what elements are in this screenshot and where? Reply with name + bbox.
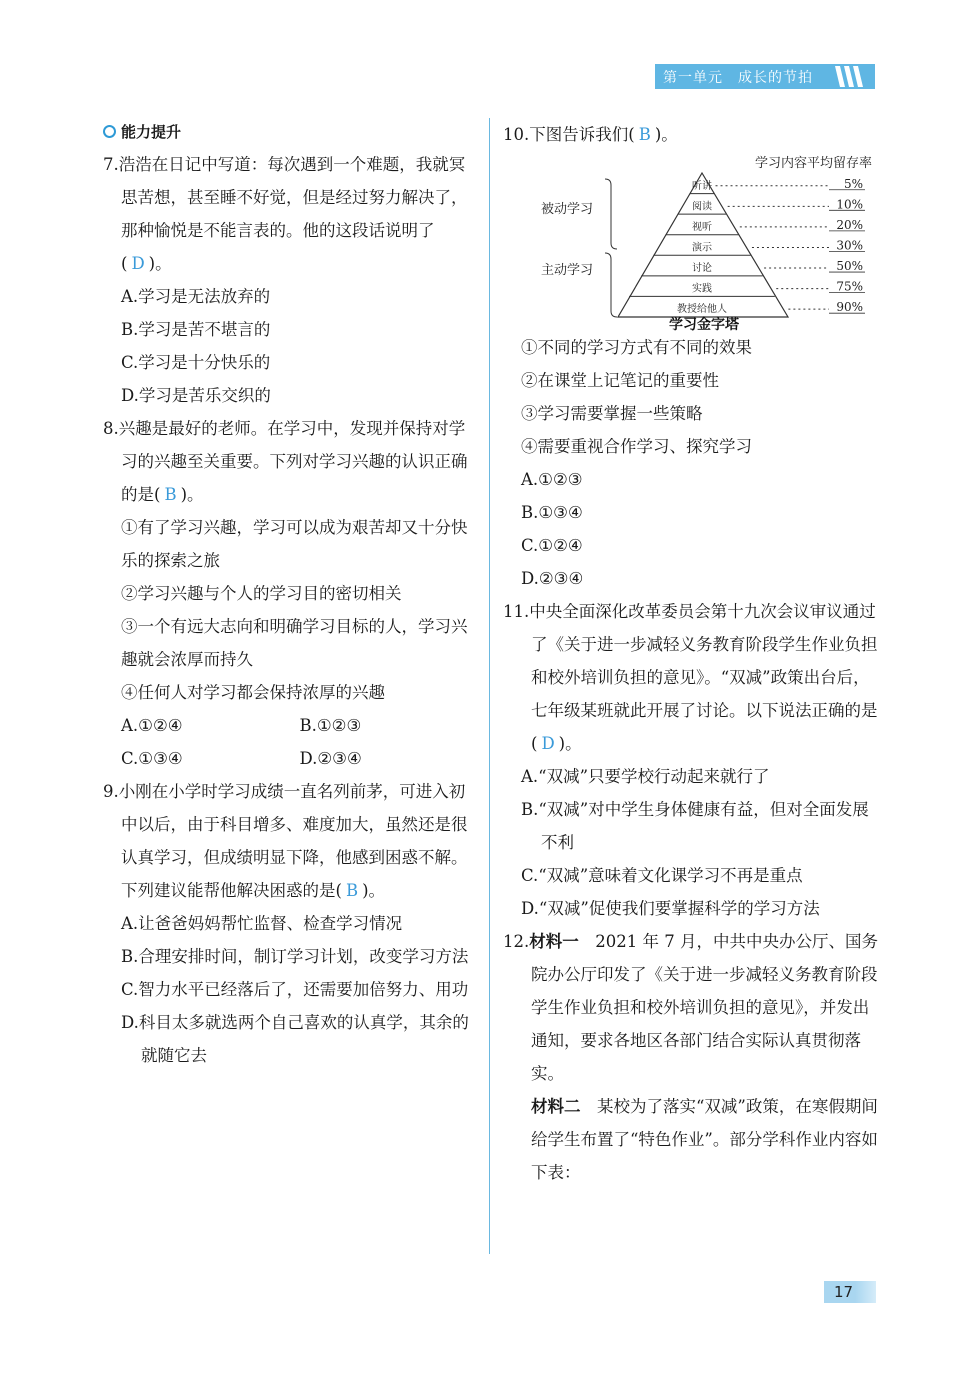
question-9 — [103, 775, 478, 1072]
option: D.②③④ — [299, 749, 362, 768]
active-learning-label: 主动学习 — [541, 263, 594, 278]
pyramid-level-label: 教授给他人 — [677, 304, 727, 316]
pyramid-level-label: 阅读 — [692, 201, 712, 213]
option: C.①②④ — [521, 536, 583, 555]
option: B.“双减”对中学生身体健康有益，但对全面发展不利 — [521, 800, 869, 852]
pyramid-level-label: 演示 — [692, 242, 712, 254]
pyramid-level-label: 讨论 — [692, 263, 712, 275]
unit-header-banner — [655, 64, 875, 89]
option: B.①③④ — [521, 503, 583, 522]
statement: ②学习兴趣与个人的学习目的密切相关 — [121, 584, 402, 603]
statement: ③一个有远大志向和明确学习目标的人，学习兴趣就会浓厚而持久 — [121, 617, 468, 669]
learning-pyramid-diagram — [533, 151, 873, 331]
question-10 — [503, 118, 881, 595]
option: A.①②④ — [121, 716, 183, 735]
retention-rate-label: 30% — [836, 238, 863, 253]
question-12 — [503, 925, 881, 1189]
option: A.让爸爸妈妈帮忙监督、检查学习情况 — [121, 914, 403, 933]
page-number-badge — [824, 1281, 876, 1303]
statement: ④需要重视合作学习、探究学习 — [521, 437, 752, 456]
option: B.①②③ — [299, 716, 362, 735]
material-two: 材料二 某校为了落实“双减”政策，在寒假期间给学生布置了“特色作业”。部分学科作业内容如下表： — [531, 1097, 878, 1182]
retention-rate-label: 5% — [843, 176, 863, 191]
pyramid-levels — [629, 177, 865, 315]
circle-bullet-icon — [103, 125, 116, 138]
retention-rate-label: 20% — [836, 217, 863, 232]
question-8-answer: B — [164, 485, 177, 504]
option: C.智力水平已经落后了，还需要加倍努力、用功 — [121, 980, 469, 999]
question-7 — [103, 148, 478, 412]
statement: ③学习需要掌握一些策略 — [521, 404, 703, 423]
question-7-stem: 7.浩浩在日记中写道：每次遇到一个难题，我就冥思苦想，甚至睡不好觉，但是经过努力解决了，那种愉悦是不能言表的。他的这段话说明了( D )。 — [103, 155, 468, 273]
option: A.学习是无法放弃的 — [121, 287, 271, 306]
question-11 — [503, 595, 881, 925]
statement: ①有了学习兴趣，学习可以成为艰苦却又十分快乐的探索之旅 — [121, 518, 468, 570]
question-9-answer: B — [345, 881, 359, 900]
material-two-label: 材料二 — [531, 1097, 581, 1116]
question-11-answer: D — [541, 734, 555, 753]
statement: ①不同的学习方式有不同的效果 — [521, 338, 752, 357]
option: D.②③④ — [521, 569, 584, 588]
option: B.合理安排时间，制订学习计划，改变学习方法 — [121, 947, 469, 966]
question-10-answer: B — [638, 125, 651, 144]
option: D.“双减”促使我们要掌握科学的学习方法 — [521, 899, 820, 918]
column-divider — [489, 118, 490, 1254]
left-column — [103, 118, 478, 1072]
question-9-stem: 9.小刚在小学时学习成绩一直名列前茅，可进入初中以后，由于科目增多、难度加大，虽然还是很认真学习，但成绩明显下降，他感到困惑不解。下列建议能帮他解决困惑的是( B )。 — [103, 782, 468, 900]
passive-bracket — [605, 179, 617, 249]
option: C.学习是十分快乐的 — [121, 353, 271, 372]
right-column — [503, 118, 881, 1189]
option: C.①③④ — [121, 749, 183, 768]
pyramid-level-label: 视听 — [692, 221, 712, 233]
active-bracket — [605, 253, 617, 317]
question-8 — [103, 412, 478, 775]
unit-title: 第一单元 成长的节拍 — [663, 70, 813, 86]
option: D.学习是苦乐交织的 — [121, 386, 271, 405]
option: A.①②③ — [521, 470, 583, 489]
option: D.科目太多就选两个自己喜欢的认真学，其余的就随它去 — [121, 1013, 469, 1065]
statement: ④任何人对学习都会保持浓厚的兴趣 — [121, 683, 385, 702]
question-8-stem: 8.兴趣是最好的老师。在学习中，发现并保持对学习的兴趣至关重要。下列对学习兴趣的认识正确的是( B )。 — [103, 419, 468, 504]
material-one: 12.材料一 2021 年 7 月，中共中央办公厅、国务院办公厅印发了《关于进一步减轻义务教育阶段学生作业负担和校外培训负担的意见》，并发出通知，要求各地区各部门结合实际认真贯彻落实。 — [503, 932, 878, 1083]
passive-learning-label: 被动学习 — [541, 202, 594, 217]
retention-rate-label: 10% — [836, 197, 863, 212]
stripes-decoration-icon — [835, 66, 869, 87]
question-10-stem: 10.下图告诉我们( B )。 — [503, 125, 678, 144]
question-11-stem: 11.中央全面深化改革委员会第十九次会议审议通过了《关于进一步减轻义务教育阶段学生作业负担和校外培训负担的意见》。“双减”政策出台后，七年级某班就此开展了讨论。以下说法正确的是( D )。 — [503, 602, 878, 753]
question-7-answer: D — [131, 254, 145, 273]
options-row — [103, 709, 478, 742]
option: C.“双减”意味着文化课学习不再是重点 — [521, 866, 803, 885]
pyramid-level-label: 听讲 — [692, 180, 712, 192]
retention-rate-label: 75% — [836, 279, 863, 294]
option: A.“双减”只要学校行动起来就行了 — [521, 767, 770, 786]
retention-rate-label: 90% — [836, 300, 863, 315]
material-one-label: 材料一 — [529, 932, 579, 951]
retention-rate-label: 50% — [836, 259, 863, 274]
options-row — [103, 742, 478, 775]
retention-header: 学习内容平均留存率 — [755, 156, 873, 171]
section-title: 能力提升 — [121, 122, 182, 141]
section-heading — [103, 118, 478, 144]
page-number: 17 — [834, 1283, 854, 1301]
option: B.学习是苦不堪言的 — [121, 320, 271, 339]
statement: ②在课堂上记笔记的重要性 — [521, 371, 719, 390]
pyramid-caption: 学习金字塔 — [669, 317, 739, 331]
pyramid-level-label: 实践 — [692, 283, 712, 295]
